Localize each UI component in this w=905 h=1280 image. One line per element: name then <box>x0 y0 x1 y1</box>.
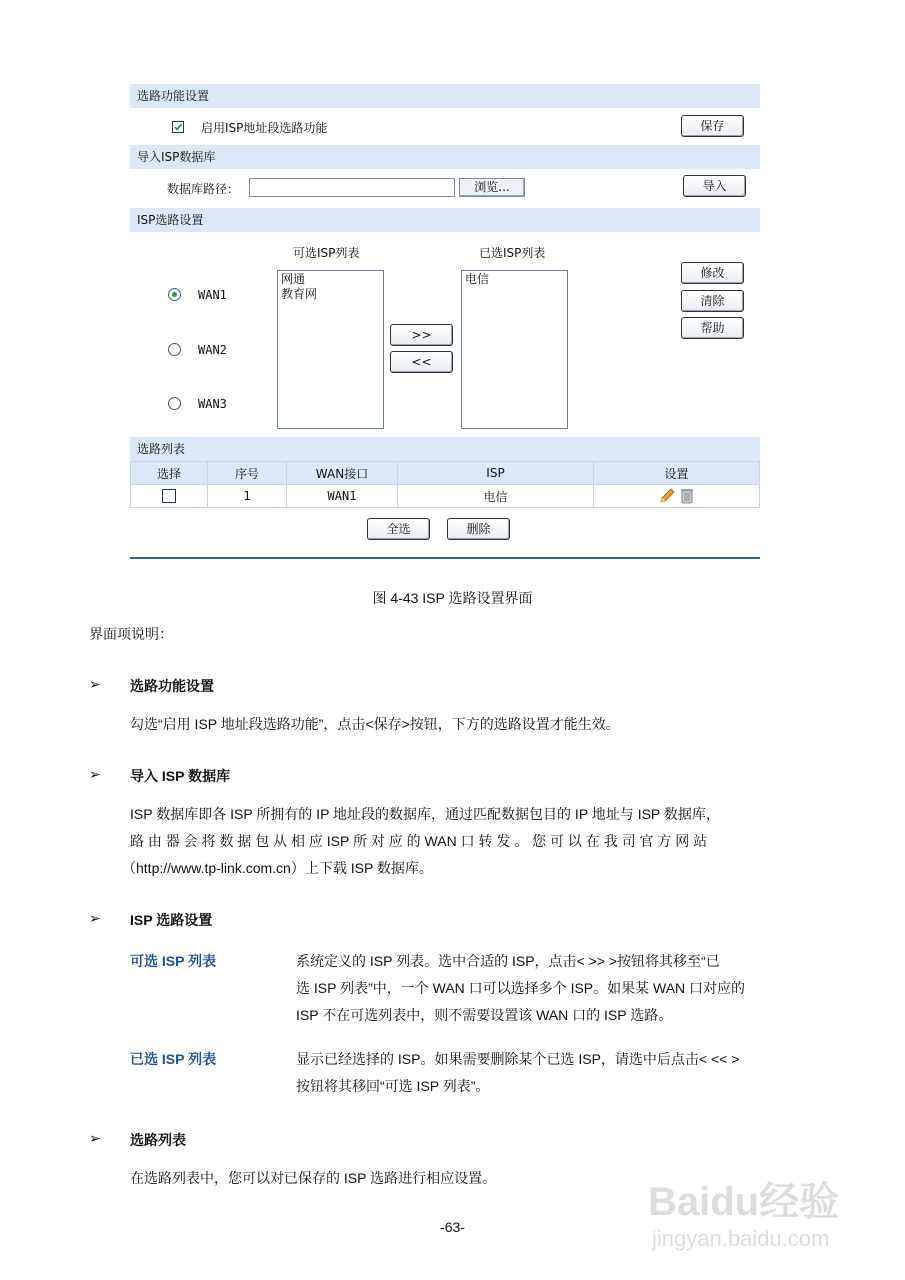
checkbox-checked-icon <box>173 122 183 132</box>
modify-button[interactable]: 修改 <box>681 262 744 284</box>
route-function-bar: 选路功能设置 <box>130 84 760 108</box>
heading-route-function: 选路功能设置 <box>130 678 214 694</box>
term-selected-list: 已选 ISP 列表 <box>130 1051 217 1067</box>
list-item[interactable]: 电信 <box>465 272 490 286</box>
wan3-label: WAN3 <box>198 397 227 411</box>
watermark-url: jingyan.baidu.com <box>652 1226 830 1251</box>
wan2-label: WAN2 <box>198 343 227 357</box>
db-path-label: 数据库路径： <box>167 182 240 196</box>
row-isp: 电信 <box>398 485 594 508</box>
bullet-3: ➢ <box>89 910 101 926</box>
wan1-label: WAN1 <box>198 288 227 302</box>
available-isp-listbox[interactable] <box>277 270 384 429</box>
enable-isp-label: 启用ISP地址段选路功能 <box>201 121 328 135</box>
route-table <box>130 461 760 508</box>
col-index: 序号 <box>208 462 287 485</box>
row-wan: WAN1 <box>287 485 398 508</box>
bullet-1: ➢ <box>89 676 101 692</box>
list-item[interactable]: 网通 <box>281 272 306 286</box>
enable-isp-checkbox[interactable] <box>172 121 184 133</box>
def-selected-line-2: 按钮将其移回“可选 ISP 列表”。 <box>296 1078 490 1094</box>
row-actions <box>594 485 760 508</box>
move-right-button[interactable]: >> <box>390 324 453 346</box>
row-index: 1 <box>208 485 287 508</box>
delete-button[interactable]: 删除 <box>447 518 510 540</box>
browse-button[interactable]: 浏览... <box>459 178 525 197</box>
col-select: 选择 <box>131 462 208 485</box>
edit-pencil-icon[interactable] <box>658 487 676 505</box>
def-available-line-3: ISP 不在可选列表中，则不需要设置该 WAN 口的 ISP 选路。 <box>296 1007 673 1023</box>
def-available-line-2: 选 ISP 列表”中，一个 WAN 口可以选择多个 ISP。如果某 WAN 口对应的 <box>296 980 746 996</box>
term-available-list: 可选 ISP 列表 <box>130 953 217 969</box>
row-select-cell <box>131 485 208 508</box>
bottom-rule <box>130 557 760 559</box>
selected-isp-listbox[interactable] <box>461 270 568 429</box>
import-isp-bar: 导入ISP数据库 <box>130 145 760 169</box>
def-available-line-1: 系统定义的 ISP 列表。选中合适的 ISP，点击< >> >按钮将其移至“已 <box>296 953 720 969</box>
wan3-radio[interactable] <box>168 397 181 410</box>
available-list-title: 可选ISP列表 <box>293 246 360 260</box>
heading-isp-setting: ISP 选路设置 <box>130 912 213 928</box>
col-settings: 设置 <box>594 462 760 485</box>
para-import-line-3: （http://www.tp-link.com.cn）上下载 ISP 数据库。 <box>122 860 433 876</box>
para-import-line-1: ISP 数据库即各 ISP 所拥有的 IP 地址段的数据库，通过匹配数据包目的 IP 地址与 ISP 数据库， <box>130 806 720 822</box>
db-path-input[interactable] <box>249 178 455 197</box>
heading-route-list: 选路列表 <box>130 1132 186 1148</box>
def-selected-line-1: 显示已经选择的 ISP。如果需要删除某个已选 ISP，请选中后点击< << > <box>296 1051 740 1067</box>
col-isp: ISP <box>398 462 594 485</box>
table-header-row <box>131 462 760 485</box>
bullet-2: ➢ <box>89 766 101 782</box>
heading-import-isp: 导入 ISP 数据库 <box>130 768 231 784</box>
import-button[interactable]: 导入 <box>683 175 746 197</box>
trash-can-icon[interactable] <box>679 487 695 505</box>
page-number: -63- <box>440 1219 465 1235</box>
route-list-bar: 选路列表 <box>130 437 760 461</box>
selected-list-title: 已选ISP列表 <box>479 246 546 260</box>
intro-text: 界面项说明： <box>89 626 173 642</box>
help-button[interactable]: 帮助 <box>681 317 744 339</box>
clear-button[interactable]: 清除 <box>681 290 744 312</box>
figure-caption: 图 4-43 ISP 选路设置界面 <box>372 590 533 606</box>
para-route-list: 在选路列表中，您可以对已保存的 ISP 选路进行相应设置。 <box>130 1170 497 1186</box>
move-left-button[interactable]: << <box>390 351 453 373</box>
row-checkbox[interactable] <box>162 489 176 503</box>
col-wan: WAN接口 <box>287 462 398 485</box>
watermark-brand: Baidu经验 <box>648 1180 840 1224</box>
save-button[interactable]: 保存 <box>681 115 744 137</box>
wan1-radio[interactable] <box>168 288 181 301</box>
para-import-line-2: 路 由 器 会 将 数 据 包 从 相 应 ISP 所 对 应 的 WAN 口 转 发 。 您 可 以 在 我 司 官 方 网 站 <box>130 833 708 849</box>
baidu-watermark <box>640 1150 890 1270</box>
bullet-4: ➢ <box>89 1130 101 1146</box>
select-all-button[interactable]: 全选 <box>367 518 430 540</box>
para-route-function: 勾选“启用 ISP 地址段选路功能”，点击<保存>按钮，下方的选路设置才能生效。 <box>130 716 620 732</box>
list-item[interactable]: 教育网 <box>281 287 318 301</box>
table-row <box>131 485 760 508</box>
wan2-radio[interactable] <box>168 343 181 356</box>
isp-setting-bar: ISP选路设置 <box>130 208 760 232</box>
